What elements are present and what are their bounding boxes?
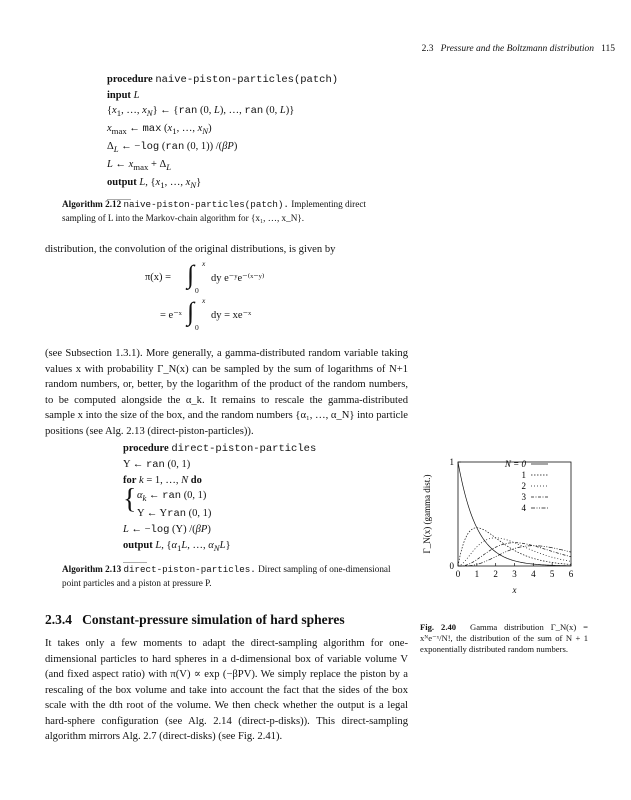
alg-line: {$x_1$, …, $x_N$} ← {ran (0, L), …, ran (0, L)}	[107, 105, 295, 119]
legend-title: N = 0	[504, 459, 526, 469]
paragraph: It takes only a few moments to adapt the direct-sampling algorithm for one-dimensional particles to hard spheres in a d-dimensional box of variable volume V (and fixed aspect ratio) with π(V) ∝ exp (−βPV). We simply replace the piston by a rescaling of the box volume and take into account the fact that the sides of the box scale with the dth root of the volume. We then check whether the output is a legal hard-sphere configuration (see Alg. 2.14 (direct-p-disks)). This direct-sampling algorithm mirrors Alg. 2.7 (direct-disks) (see Fig. 2.41).	[45, 638, 408, 742]
figure-caption-label: Fig. 2.40	[420, 622, 457, 632]
caption-code: naive-piston-particles(patch).	[123, 199, 289, 210]
alg-line: input L	[107, 90, 140, 101]
x-tick-label: 5	[549, 569, 555, 579]
figure-caption-text: Gamma distribution Γ_N(x) = xᴺe⁻ˣ/N!, the distribution of the sum of N + 1 exponentially distributed random numbers.	[420, 622, 588, 654]
header-title: Pressure and the Boltzmann distribution	[440, 44, 594, 54]
integral-upper: x	[202, 259, 206, 268]
alg-line: for k = 1, …, N do	[123, 475, 202, 486]
running-header	[422, 44, 615, 54]
eq-line2-rhs: dy = xe⁻ˣ	[211, 310, 252, 321]
section-number: 2.3.4	[45, 612, 72, 627]
header-section: 2.3	[421, 44, 434, 54]
chart-plot-area	[422, 457, 574, 595]
paragraph: distribution, the convolution of the original distributions, is given by	[45, 244, 336, 255]
alg-2-12-caption	[62, 198, 397, 224]
x-tick-label: 6	[568, 569, 574, 579]
alg-line: procedure naive-piston-particles(patch)	[107, 74, 339, 86]
x-tick-label: 1	[474, 569, 480, 579]
alg-line: $\alpha_k$ ← ran (0, 1)	[137, 490, 207, 504]
x-tick-label: 4	[531, 569, 536, 579]
gamma-chart	[418, 455, 588, 605]
alg-line: L ← $x_{max} + \Delta_L$	[107, 159, 172, 173]
y-tick-label: 1	[449, 457, 454, 467]
y-axis-label: Γ_N(x) (gamma dist.)	[422, 474, 432, 554]
eq-line2-lhs: = e⁻ˣ	[160, 310, 182, 321]
integral-upper: x	[202, 296, 206, 305]
caption-label: Algorithm 2.12	[62, 199, 122, 209]
plot-frame	[458, 462, 571, 566]
alg-line: $\Delta_L$ ← −log (ran (0, 1)) /(βP)	[107, 141, 238, 155]
eq-line1-rhs: dy e⁻ʸe⁻⁽ˣ⁻ʸ⁾	[211, 273, 265, 284]
alg-line: $x_{max}$ ← $\max (x_1$, …, $x_N$)	[107, 123, 212, 137]
legend-label: 2	[521, 481, 526, 491]
alg-2-13-caption	[62, 563, 397, 589]
integral-lower: 0	[195, 323, 199, 332]
series-line-n1	[458, 528, 571, 566]
convolution-equation	[145, 259, 345, 334]
series-line-n3	[458, 543, 571, 566]
alg-line: Υ ← Υran (0, 1)	[137, 508, 212, 521]
integral-sign: ∫	[187, 260, 195, 289]
block-brace: {	[123, 484, 137, 515]
alg-line: L ← −log (Υ) /(βP)	[123, 524, 211, 537]
paragraph: (see Subsection 1.3.1). More generally, a gamma-distributed random variable taking values x with probability Γ_N(x) can be sampled by the sum of logarithms of N+1 random numbers, or, better, by the logarithm of the product of the random numbers, to be computed alongside the α_k. It remains to rescale the gamma-distributed sample x into the size of the box, and the random numbers {α₁, …, α_N} into particle positions (see Alg. 2.13 (direct-piston-particles)).	[45, 348, 409, 437]
caption-code: direct-piston-particles.	[123, 564, 256, 575]
for-block	[123, 484, 316, 522]
caption-text: Direct sampling of one-dimensional point particles and a piston at pressure P.	[62, 564, 391, 588]
alg-line: Υ ← ran (0, 1)	[123, 459, 191, 471]
caption-label: Algorithm 2.13	[62, 564, 122, 574]
integral-sign: ∫	[187, 297, 195, 326]
legend-label: 1	[521, 470, 526, 480]
legend-label: 3	[521, 492, 526, 502]
figure-caption	[420, 622, 588, 655]
integral-lower: 0	[195, 286, 199, 295]
x-tick-label: 0	[455, 569, 461, 579]
section-title: Constant-pressure simulation of hard spheres	[82, 612, 345, 627]
alg-line: output L, {$\alpha_1L$, …, $\alpha_NL$}	[123, 540, 231, 554]
algorithm-2-12	[107, 72, 338, 200]
caption-text: Implementing direct sampling of L into the Markov-chain algorithm for {x₁, …, x_N}.	[62, 199, 366, 223]
x-tick-label: 3	[512, 569, 517, 579]
algorithm-2-13	[123, 441, 316, 563]
alg-line: procedure direct-piston-particles	[123, 443, 317, 455]
page-number: 115	[601, 44, 615, 54]
legend-label: 4	[521, 503, 526, 513]
x-tick-label: 2	[493, 569, 498, 579]
series-line-n0	[458, 462, 571, 566]
eq-line1-lhs: π(x) =	[145, 272, 172, 283]
x-axis-label: x	[512, 585, 517, 595]
section-heading	[45, 612, 345, 628]
y-tick-label: 0	[449, 561, 454, 571]
alg-line: output L, {$x_1$, …, $x_N$}	[107, 177, 202, 191]
